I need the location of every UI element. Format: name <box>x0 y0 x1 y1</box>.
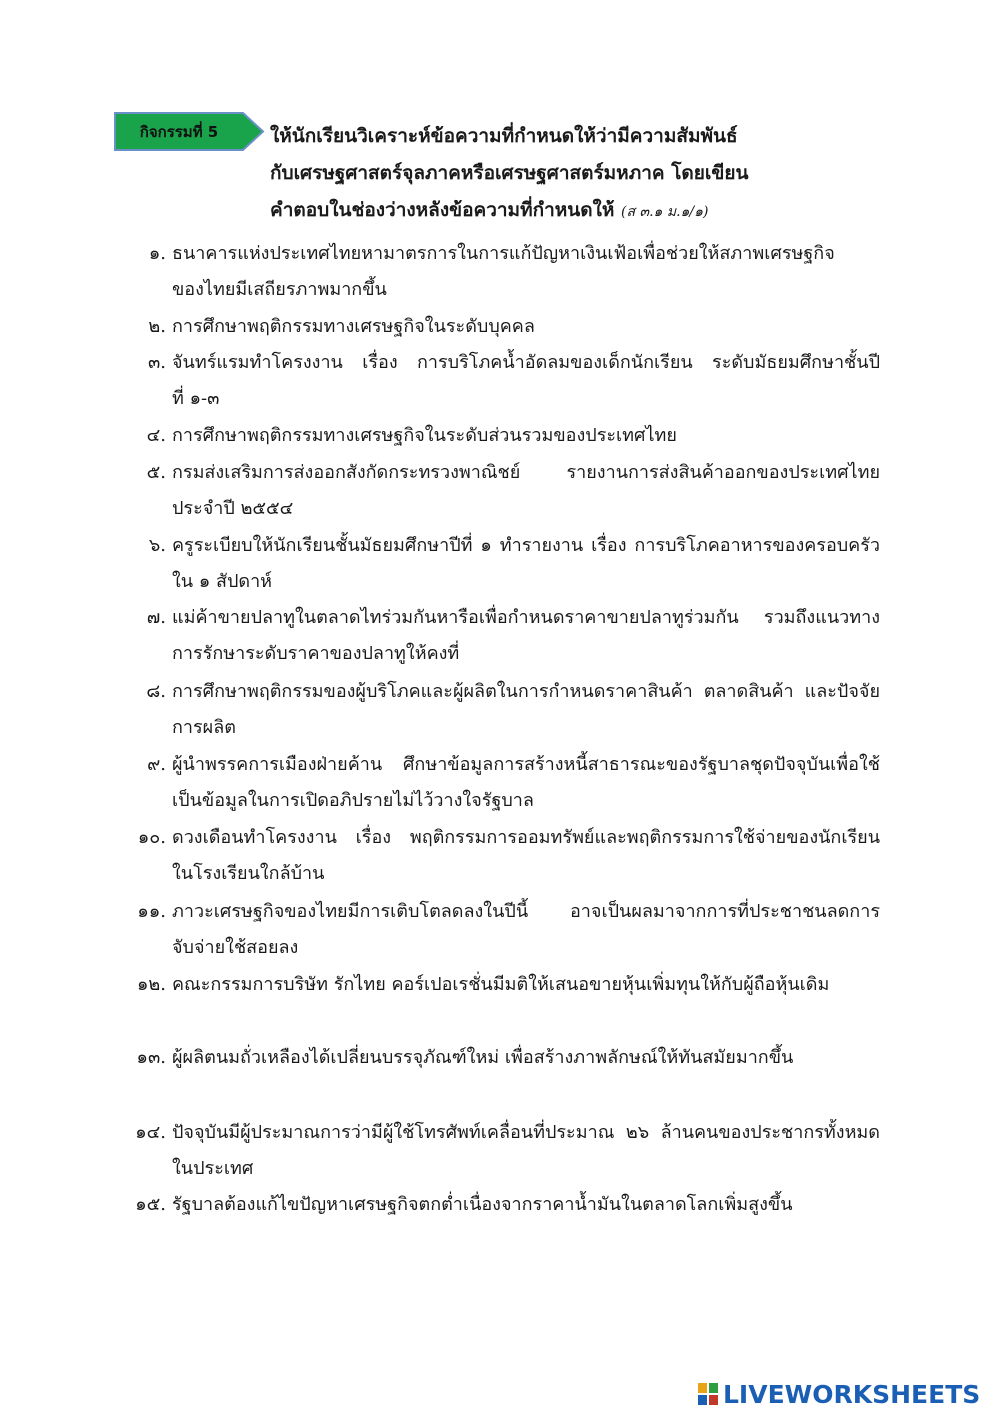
item-text-line: แม่ค้าขายปลาทูในตลาดไทร่วมกันหารือเพื่อกำหนดราคาขายปลาทูร่วมกัน รวมถึงแนวทาง <box>172 607 880 628</box>
item-number: ๗. <box>146 607 166 628</box>
item-text-line: ที่ ๑-๓ <box>172 388 220 409</box>
item-number: ๘. <box>146 681 166 702</box>
item-text-line: จันทร์แรมทำโครงงาน เรื่อง การบริโภคน้ำอัดลมของเด็กนักเรียน ระดับมัธยมศึกษาชั้นปี <box>172 352 880 373</box>
item-text-line: กรมส่งเสริมการส่งออกสังกัดกระทรวงพาณิชย์ รายงานการส่งสินค้าออกของประเทศไทย <box>172 462 880 483</box>
item-number: ๑๔. <box>135 1122 166 1143</box>
item-text-line: ของไทยมีเสถียรภาพมากขึ้น <box>172 279 387 300</box>
item-number: ๑๓. <box>136 1047 166 1068</box>
instruction-line-3 <box>270 198 830 224</box>
item-number: ๑๐. <box>137 827 166 848</box>
item-number: ๑๕. <box>135 1194 166 1215</box>
curriculum-reference: (ส ๓.๑ ม.๑/๑) <box>621 204 709 220</box>
item-text-line: ในโรงเรียนใกล้บ้าน <box>172 863 325 884</box>
item-number: ๑๑. <box>137 901 166 922</box>
item-text-line: ใน ๑ สัปดาห์ <box>172 571 273 592</box>
instruction-line-2: กับเศรษฐศาสตร์จุลภาคหรือเศรษฐศาสตร์มหภาค โดยเขียน <box>270 162 749 184</box>
item-text-line: การผลิต <box>172 717 236 738</box>
item-text-line: การศึกษาพฤติกรรมทางเศรษฐกิจในระดับส่วนรวมของประเทศไทย <box>172 425 677 446</box>
instruction-line-1: ให้นักเรียนวิเคราะห์ข้อความที่กำหนดให้ว่ามีความสัมพันธ์ <box>270 125 738 147</box>
item-number: ๑๒. <box>136 974 166 995</box>
item-text-line: จับจ่ายใช้สอยลง <box>172 937 299 958</box>
item-text-line: การศึกษาพฤติกรรมทางเศรษฐกิจในระดับบุคคล <box>172 316 535 337</box>
item-text-line: ธนาคารแห่งประเทศไทยหามาตรการในการแก้ปัญหาเงินเฟ้อเพื่อช่วยให้สภาพเศรษฐกิจ <box>172 243 835 264</box>
item-text-line: ปัจจุบันมีผู้ประมาณการว่ามีผู้ใช้โทรศัพท์เคลื่อนที่ประมาณ ๒๖ ล้านคนของประชากรทั้งหมด <box>172 1122 880 1143</box>
liveworksheets-watermark <box>697 1378 980 1410</box>
item-text-line: คณะกรรมการบริษัท รักไทย คอร์เปอเรชั่นมีมติให้เสนอขายหุ้นเพิ่มทุนให้กับผู้ถือหุ้นเดิม <box>172 974 830 995</box>
item-number: ๒. <box>148 316 166 337</box>
item-number: ๙. <box>147 754 166 775</box>
item-text-line: ในประเทศ <box>172 1158 254 1179</box>
item-text-line: ครูระเบียบให้นักเรียนชั้นมัธยมศึกษาปีที่ ๑ ทำรายงาน เรื่อง การบริโภคอาหารของครอบครัว <box>172 535 880 556</box>
badge-label: กิจกรรมที่ 5 <box>139 122 219 141</box>
item-number: ๔. <box>146 425 166 446</box>
item-text-line: การศึกษาพฤติกรรมของผู้บริโภคและผู้ผลิตในการกำหนดราคาสินค้า ตลาดสินค้า และปัจจัย <box>172 681 880 702</box>
watermark-text: LIVEWORKSHEETS <box>723 1379 981 1409</box>
item-text-line: รัฐบาลต้องแก้ไขปัญหาเศรษฐกิจตกต่ำเนื่องจากราคาน้ำมันในตลาดโลกเพิ่มสูงขึ้น <box>172 1194 793 1215</box>
item-number: ๖. <box>148 535 166 556</box>
item-text-line: ภาวะเศรษฐกิจของไทยมีการเติบโตลดลงในปีนี้ อาจเป็นผลมาจากการที่ประชาชนลดการ <box>172 901 880 922</box>
item-text-line: ผู้นำพรรคการเมืองฝ่ายค้าน ศึกษาข้อมูลการสร้างหนี้สาธารณะของรัฐบาลชุดปัจจุบันเพื่อใช้ <box>172 754 880 775</box>
item-text-line: เป็นข้อมูลในการเปิดอภิปรายไม่ไว้วางใจรัฐบาล <box>172 790 534 811</box>
item-number: ๑. <box>148 243 166 264</box>
item-text-line: ดวงเดือนทำโครงงาน เรื่อง พฤติกรรมการออมทรัพย์และพฤติกรรมการใช้จ่ายของนักเรียน <box>172 827 880 848</box>
item-text-line: การรักษาระดับราคาของปลาทูให้คงที่ <box>172 643 460 664</box>
item-text-line: ประจำปี ๒๕๕๔ <box>172 498 294 519</box>
item-number: ๕. <box>146 462 166 483</box>
activity-badge <box>113 111 266 152</box>
item-text-line: ผู้ผลิตนมถั่วเหลืองได้เปลี่ยนบรรจุภัณฑ์ใหม่ เพื่อสร้างภาพลักษณ์ให้ทันสมัยมากขึ้น <box>172 1047 794 1068</box>
instruction-line-3-text: คำตอบในช่องว่างหลังข้อความที่กำหนดให้ <box>270 199 615 221</box>
item-number: ๓. <box>147 352 166 373</box>
liveworksheets-logo-icon <box>697 1382 719 1406</box>
